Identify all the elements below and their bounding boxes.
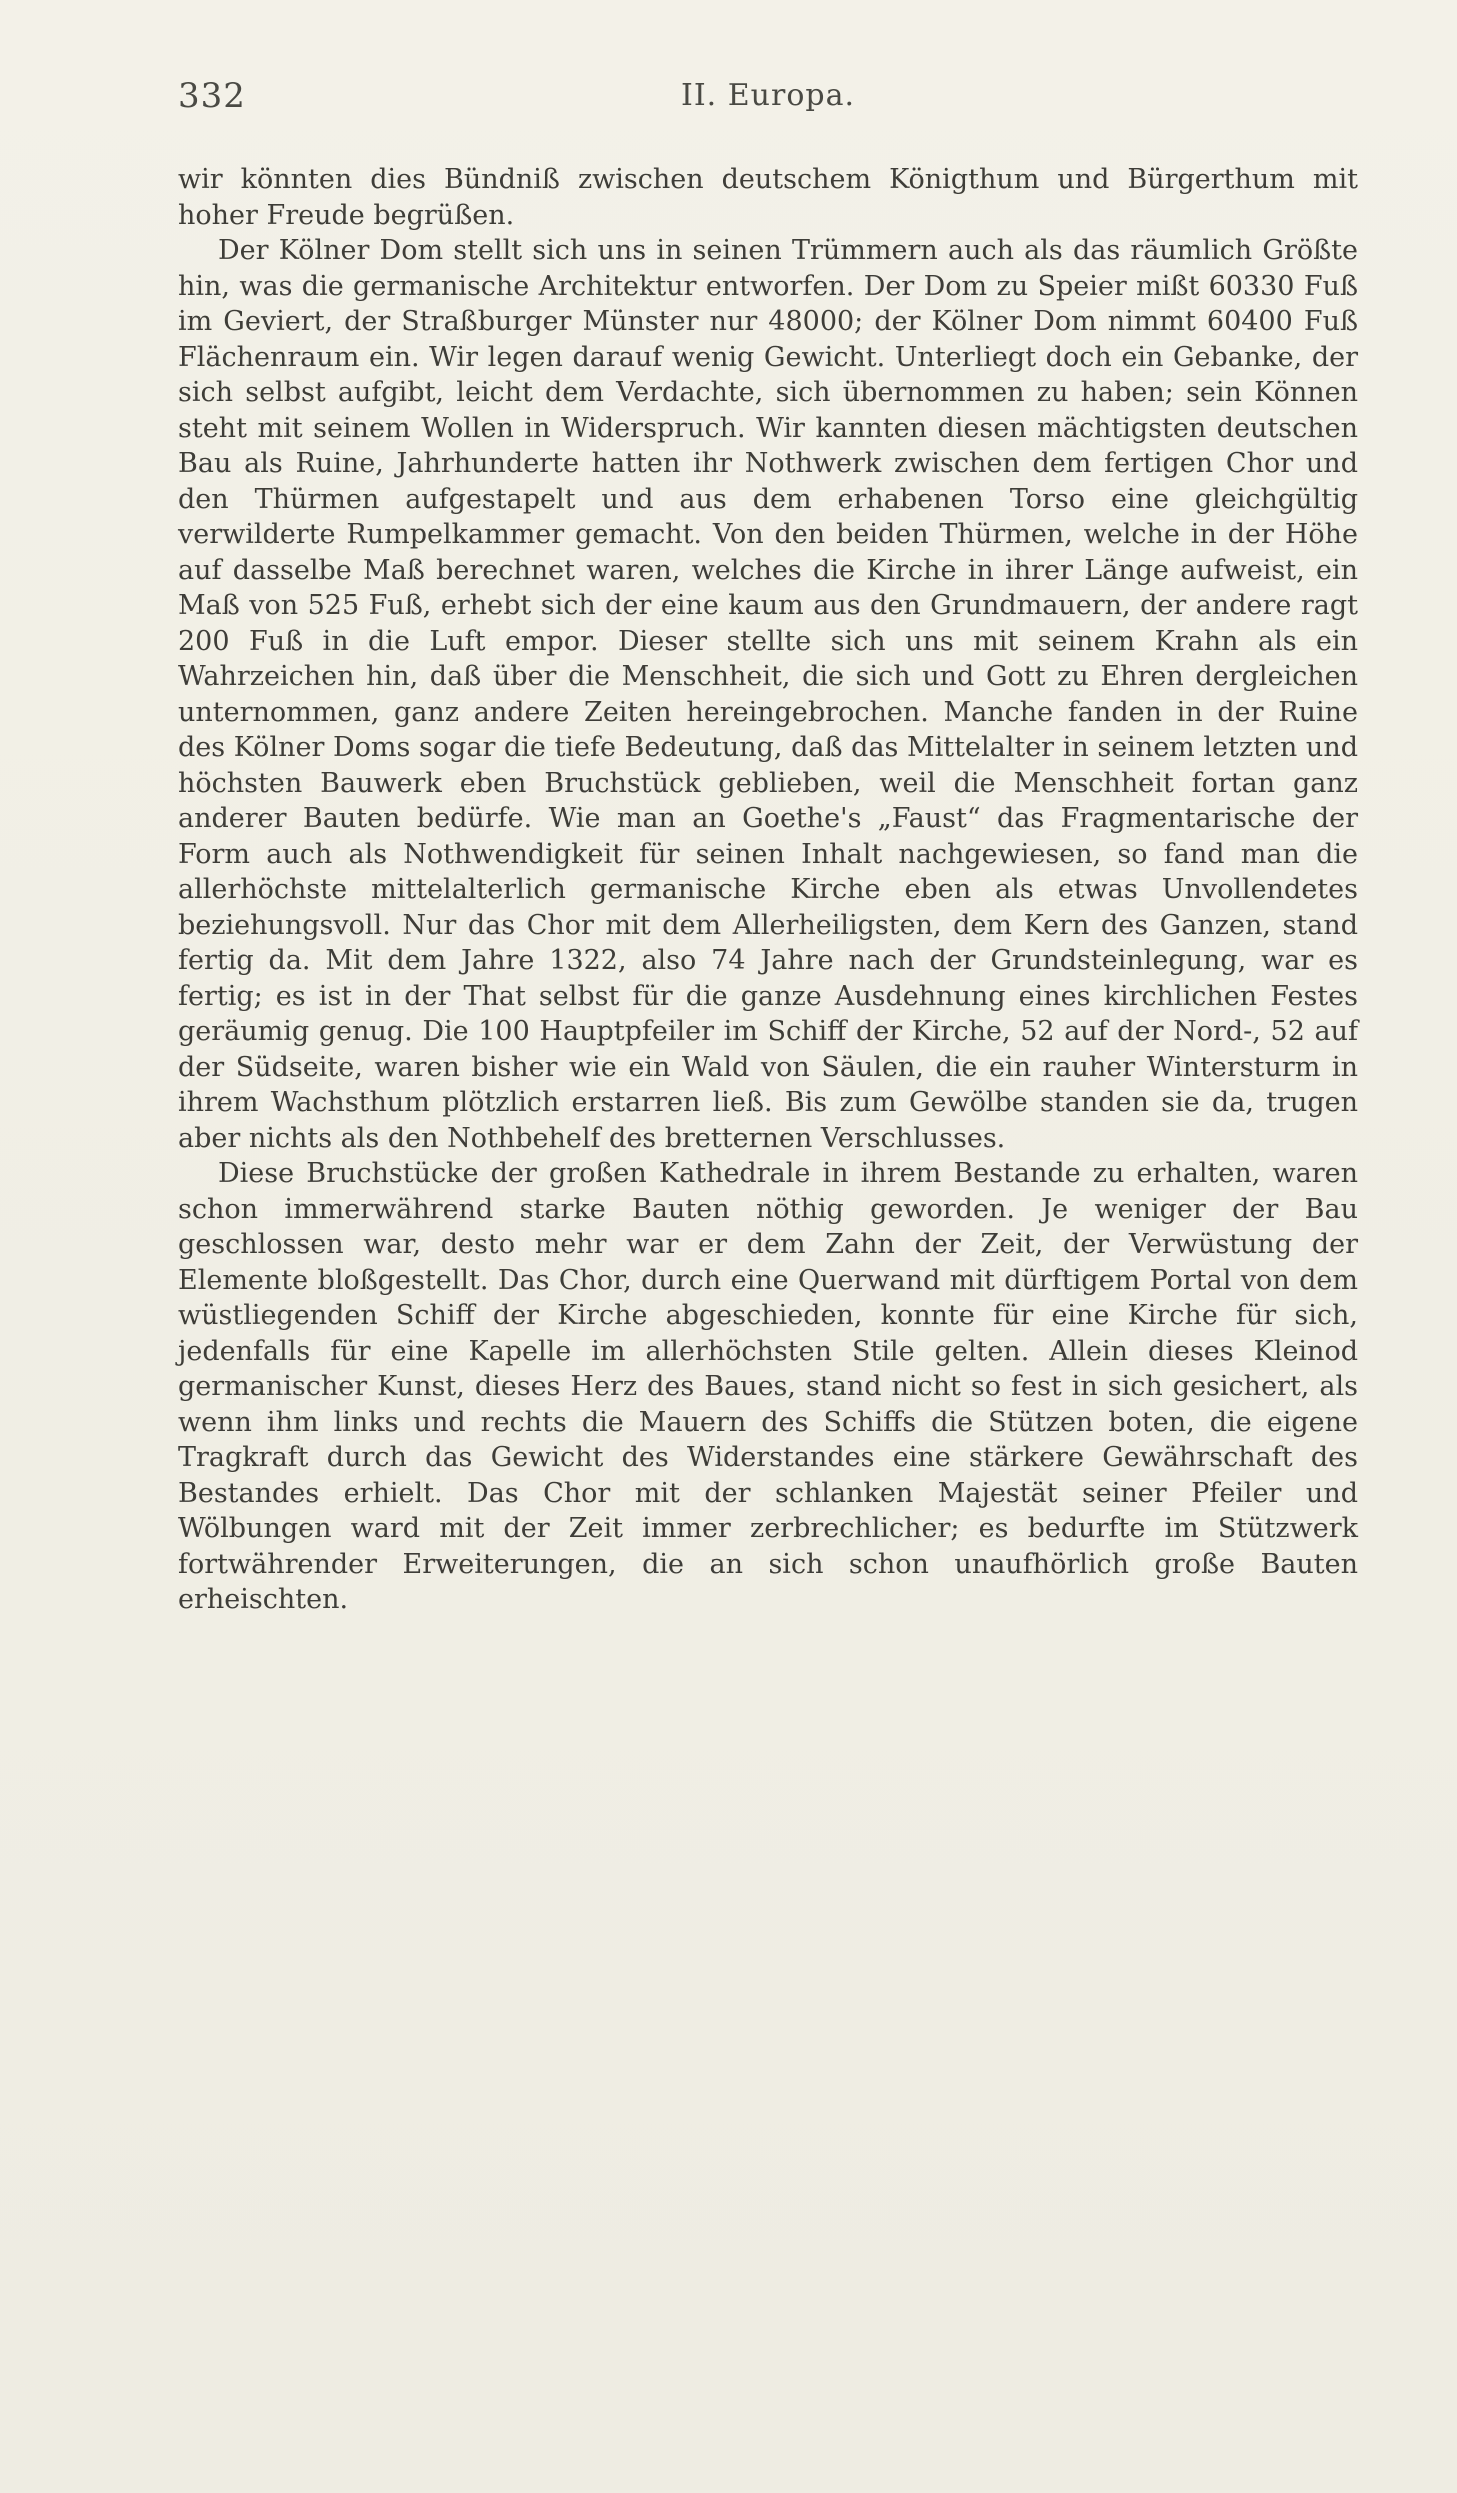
page-number: 332 xyxy=(178,76,246,116)
body-text xyxy=(178,162,1358,1618)
paragraph-continuation: wir könnten dies Bündniß zwischen deutschem Königthum und Bürgerthum mit hoher Freude begrüßen. xyxy=(178,164,1358,231)
paragraph-cologne-cathedral: Der Kölner Dom stellt sich uns in seinen Trümmern auch als das räumlich Größte hin, was die germanische Architektur entworfen. Der Dom zu Speier mißt 60330 Fuß im Geviert, der Straßburger Münster nur 48000; der Kölner Dom nimmt 60400 Fuß Flächenraum ein. Wir legen darauf wenig Gewicht. Unterliegt doch ein Gebanke, der sich selbst aufgibt, leicht dem Verdachte, sich übernommen zu haben; sein Können steht mit seinem Wollen in Widerspruch. Wir kannten diesen mächtigsten deutschen Bau als Ruine, Jahrhunderte hatten ihr Nothwerk zwischen dem fertigen Chor und den Thürmen aufgestapelt und aus dem erhabenen Torso eine gleichgültig verwilderte Rumpelkammer gemacht. Von den beiden Thürmen, welche in der Höhe auf dasselbe Maß berechnet waren, welches die Kirche in ihrer Länge aufweist, ein Maß von 525 Fuß, erhebt sich der eine kaum aus den Grundmauern, der andere ragt 200 Fuß in die Luft empor. Dieser stellte sich uns mit seinem Krahn als ein Wahrzeichen hin, daß über die Menschheit, die sich und Gott zu Ehren dergleichen unternommen, ganz andere Zeiten hereingebrochen. Manche fanden in der Ruine des Kölner Doms sogar die tiefe Bedeutung, daß das Mittelalter in seinem letzten und höchsten Bauwerk eben Bruchstück geblieben, weil die Menschheit fortan ganz anderer Bauten bedürfe. Wie man an Goethe's „Faust“ das Fragmentarische der Form auch als Nothwendigkeit für seinen Inhalt nachgewiesen, so fand man die allerhöchste mittelalterlich germanische Kirche eben als etwas Unvollendetes beziehungsvoll. Nur das Chor mit dem Allerheiligsten, dem Kern des Ganzen, stand fertig da. Mit dem Jahre 1322, also 74 Jahre nach der Grundsteinlegung, war es fertig; es ist in der That selbst für die ganze Ausdehnung eines kirchlichen Festes geräumig genug. Die 100 Hauptpfeiler im Schiff der Kirche, 52 auf der Nord-, 52 auf der Südseite, waren bisher wie ein Wald von Säulen, die ein rauher Wintersturm in ihrem Wachsthum plötzlich erstarren ließ. Bis zum Gewölbe standen sie da, trugen aber nichts als den Nothbehelf des bretternen Verschlusses. xyxy=(178,235,1358,1154)
section-title: II. Europa. xyxy=(680,78,856,113)
paragraph-fragments: Diese Bruchstücke der großen Kathedrale in ihrem Bestande zu erhalten, waren schon immerwährend starke Bauten nöthig geworden. Je weniger der Bau geschlossen war, desto mehr war er dem Zahn der Zeit, der Verwüstung der Elemente bloßgestellt. Das Chor, durch eine Querwand mit dürftigem Portal von dem wüstliegenden Schiff der Kirche abgeschieden, konnte für eine Kirche für sich, jedenfalls für eine Kapelle im allerhöchsten Stile gelten. Allein dieses Kleinod germanischer Kunst, dieses Herz des Baues, stand nicht so fest in sich gesichert, als wenn ihm links und rechts die Mauern des Schiffs die Stützen boten, die eigene Tragkraft durch das Gewicht des Widerstandes eine stärkere Gewährschaft des Bestandes erhielt. Das Chor mit der schlanken Majestät seiner Pfeiler und Wölbungen ward mit der Zeit immer zerbrechlicher; es bedurfte im Stützwerk fortwährender Erweiterungen, die an sich schon unaufhörlich große Bauten erheischten. xyxy=(178,1158,1358,1615)
running-head xyxy=(178,76,1358,126)
